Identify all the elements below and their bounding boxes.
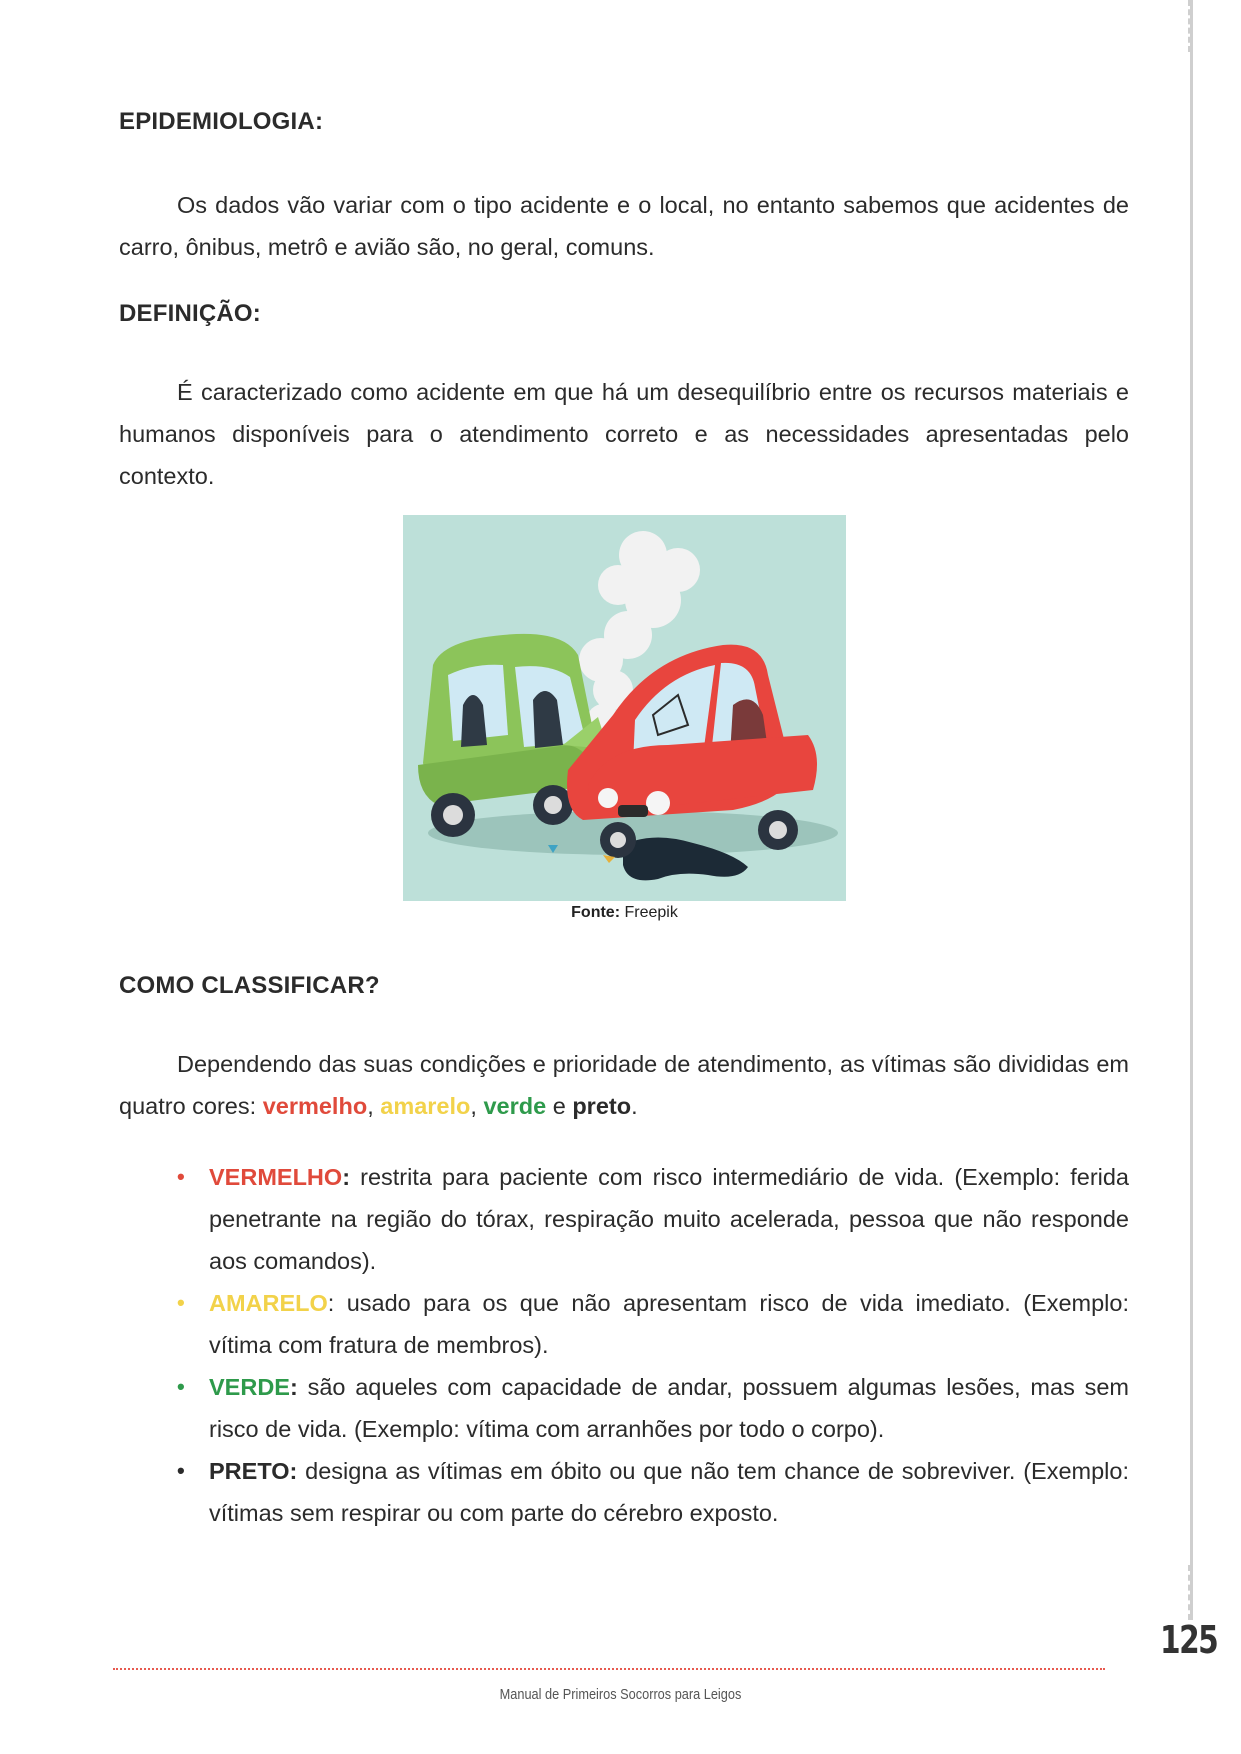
item-text: usado para os que não apresentam risco de vida imediato. (Exemplo: vítima com fratura de membros). — [209, 1290, 1129, 1358]
side-rule-dash-top — [1188, 0, 1191, 52]
sep-3: e — [546, 1093, 573, 1119]
color-word-black: preto — [572, 1093, 632, 1119]
figure-caption — [0, 904, 1241, 922]
item-text: são aqueles com capacidade de andar, possuem algumas lesões, mas sem risco de vida. (Exemplo: vítima com arranhões por todo o corpo). — [209, 1374, 1129, 1442]
sentence-end: . — [631, 1093, 638, 1119]
label-green: VERDE — [209, 1374, 290, 1400]
bullet-icon: • — [177, 1290, 185, 1315]
item-text: designa as vítimas em óbito ou que não tem chance de sobreviver. (Exemplo: vítimas sem respirar ou com parte do cérebro exposto. — [209, 1458, 1129, 1526]
heading-classify: COMO CLASSIFICAR? — [119, 972, 380, 999]
caption-source: Freepik — [624, 904, 678, 921]
paragraph-classify — [119, 1043, 1129, 1127]
caption-label: Fonte: — [571, 904, 621, 921]
car-crash-image — [403, 515, 846, 901]
bullet-icon: • — [177, 1374, 185, 1399]
color-word-green: verde — [483, 1093, 547, 1119]
paragraph-definition: É caracterizado como acidente em que há um desequilíbrio entre os recursos materiais e humanos disponíveis para o atendimento correto e as necessidades apresentadas pelo contexto. — [119, 379, 1129, 489]
item-text: restrita para paciente com risco intermediário de vida. (Exemplo: ferida penetrante na região do tórax, respiração muito acelerada, pessoa que não responde aos comandos). — [209, 1164, 1129, 1274]
paragraph-epidemiology: Os dados vão variar com o tipo acidente e o local, no entanto sabemos que acidentes de carro, ônibus, metrô e avião são, no geral, comuns. — [119, 192, 1129, 260]
bullet-icon: • — [177, 1458, 185, 1483]
list-item-black — [119, 1450, 1129, 1534]
sep-1: , — [367, 1093, 381, 1119]
triage-list — [119, 1156, 1129, 1534]
label-yellow: AMARELO — [209, 1290, 328, 1316]
heading-definition: DEFINIÇÃO: — [119, 300, 261, 327]
footer-title: Manual de Primeiros Socorros para Leigos — [499, 1686, 742, 1703]
color-word-yellow: amarelo — [380, 1093, 471, 1119]
bullet-icon: • — [177, 1164, 185, 1189]
label-black: PRETO: — [209, 1458, 298, 1484]
classify-intro: Dependendo das suas condições e prioridade de atendimento, as vítimas são divididas em quatro cores: — [119, 1051, 1129, 1119]
sep-2: , — [470, 1093, 484, 1119]
car-crash-illustration — [403, 515, 846, 901]
colon: : — [327, 1290, 335, 1316]
list-item-yellow — [119, 1282, 1129, 1366]
footer-divider — [113, 1668, 1105, 1670]
list-item-green — [119, 1366, 1129, 1450]
list-item-red — [119, 1156, 1129, 1282]
colon: : — [289, 1374, 298, 1400]
heading-epidemiology: EPIDEMIOLOGIA: — [119, 108, 324, 135]
side-rule-dash-bottom — [1188, 1565, 1191, 1620]
colon: : — [342, 1164, 351, 1190]
color-word-red: vermelho — [262, 1093, 368, 1119]
side-rule — [1190, 0, 1193, 1620]
page-number: 125 — [1160, 1618, 1218, 1662]
label-red: VERMELHO — [209, 1164, 343, 1190]
